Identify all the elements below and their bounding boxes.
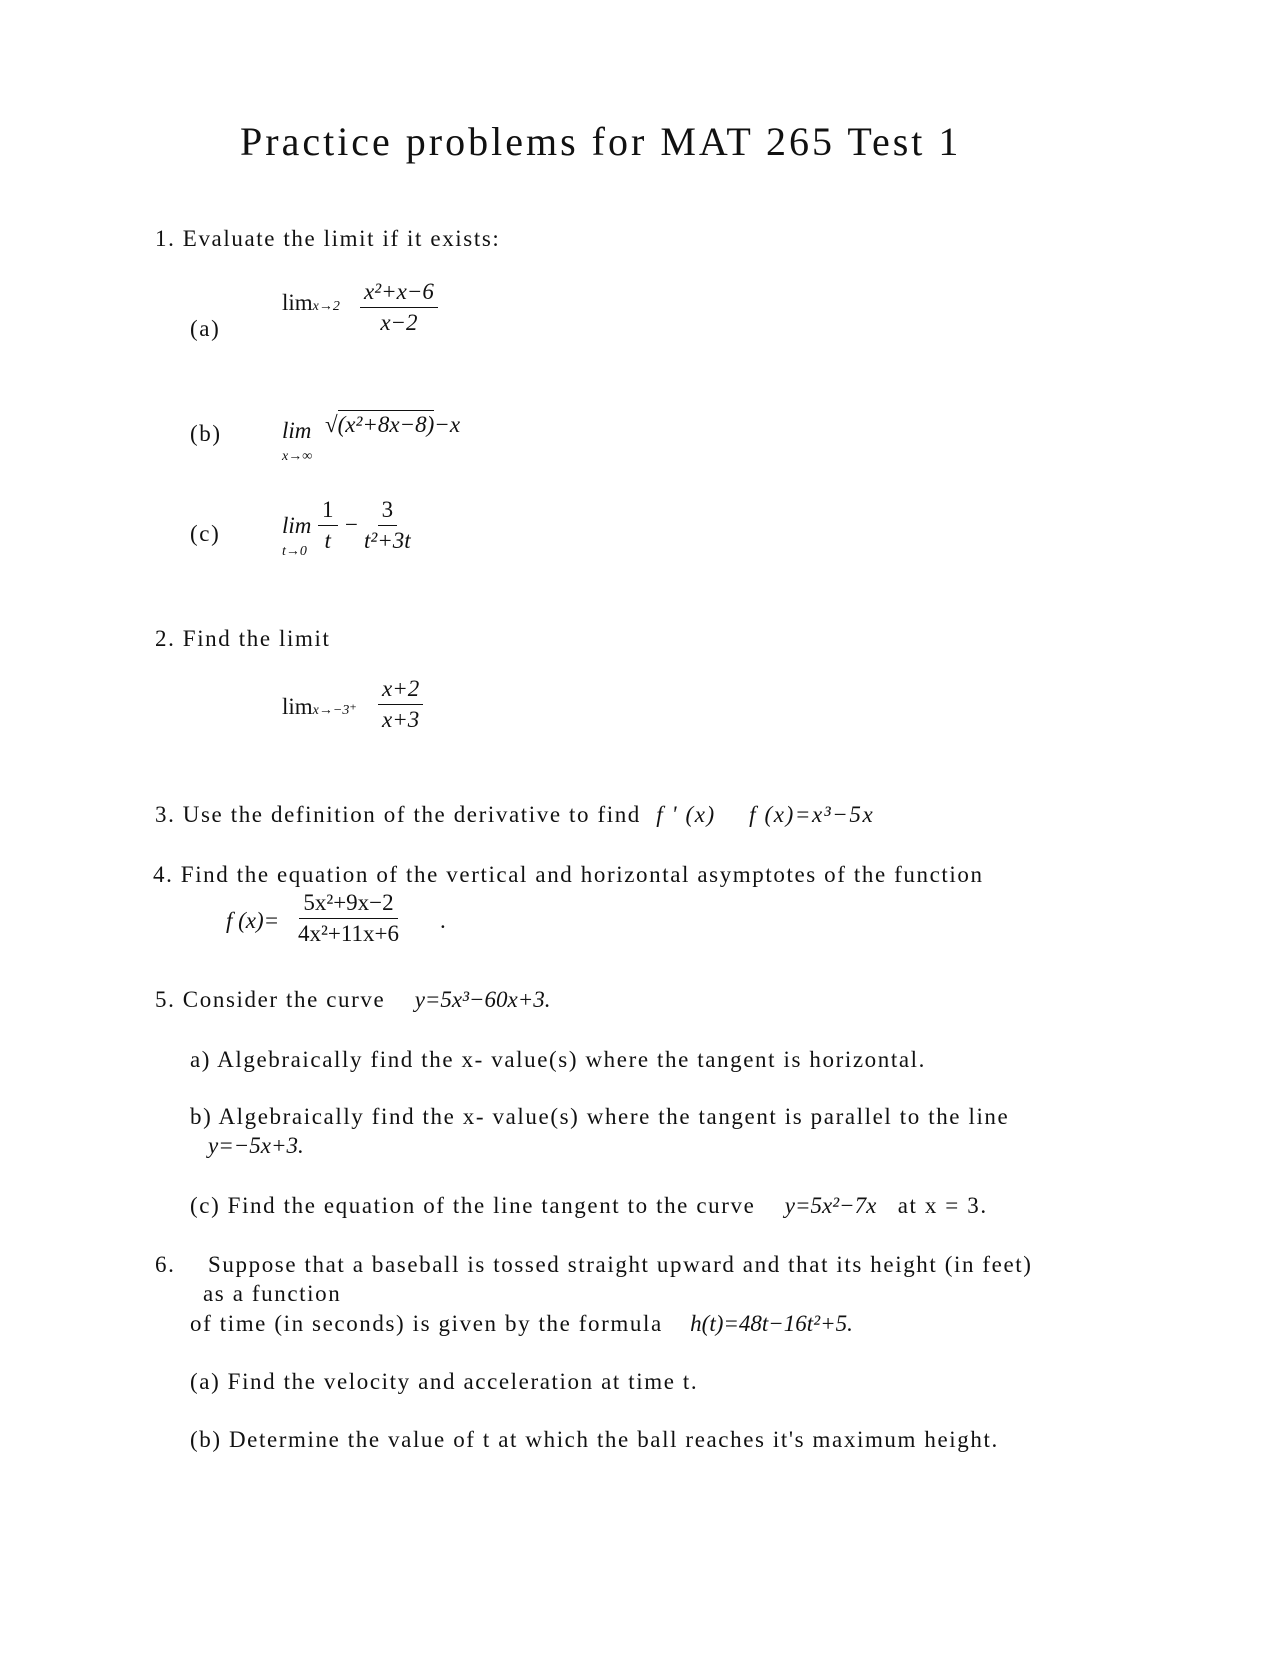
period: . [440,908,446,933]
question-3-prompt [155,802,874,828]
denominator: t²+3t [364,528,411,553]
numerator: 5x²+9x−2 [299,890,397,919]
sqrt-symbol: √ [325,412,338,437]
denominator: t [324,528,331,553]
function-definition: f (x)=x³−5x [749,802,875,827]
function-lhs: f (x)= [226,908,280,933]
denominator: 4x²+11x+6 [298,921,399,946]
numerator: 1 [318,497,338,526]
limit-2 [282,694,357,720]
fraction-2 [378,676,423,733]
lim-operator: lim [282,290,313,315]
lim-subscript: x→−3⁺ [312,703,357,718]
lim-operator: lim [282,694,313,719]
lim-subscript: x→2 [312,299,340,314]
question-5c [190,1193,988,1219]
numerator: 3 [378,497,398,526]
lim-operator: lim [282,418,312,443]
question-6a: (a) Find the velocity and acceleration at time t. [190,1369,699,1394]
numerator: x²+x−6 [360,279,438,308]
question-6b: (b) Determine the value of t at which the ball reaches it's maximum height. [190,1427,999,1452]
radicand: (x²+8x−8) [337,412,435,437]
question-5a: a) Algebraically find the x- value(s) where the tangent is horizontal. [190,1047,926,1072]
question-5b-line2: y=−5x+3. [208,1133,304,1158]
question-3-text: 3. Use the definition of the derivative to find [155,802,641,827]
page-title: Practice problems for MAT 265 Test 1 [240,119,962,164]
minus-sign: − [345,512,358,537]
question-6-text: of time (in seconds) is given by the formula [190,1311,663,1336]
lim-subscript: t→0 [282,544,307,559]
fraction-4 [294,890,403,947]
question-5c-text: (c) Find the equation of the line tangent to the curve [190,1193,756,1218]
curve-equation: y=5x²−7x [784,1193,877,1218]
question-5b-line1: b) Algebraically find the x- value(s) where the tangent is parallel to the line [190,1104,1010,1129]
question-6-line1: Suppose that a baseball is tossed straight upward and that its height (in feet) [208,1252,1033,1277]
question-5-prompt [155,987,551,1013]
question-5-text: 5. Consider the curve [155,987,386,1012]
height-formula: h(t)=48t−16t²+5. [690,1311,853,1336]
question-6-number: 6. [155,1252,176,1277]
lim-operator: lim [282,513,312,538]
subtracted-term: −x [434,412,461,437]
fraction-1a [360,279,438,336]
part-1b-label: (b) [190,421,222,446]
question-6-line2: as a function [203,1281,342,1306]
limit-1a [282,290,340,316]
question-4-prompt: 4. Find the equation of the vertical and horizontal asymptotes of the function [153,862,984,887]
fraction-1c-second [360,497,415,554]
denominator: x−2 [380,310,418,335]
fraction-1c-first [318,497,338,554]
curve-equation: y=5x³−60x+3. [414,987,551,1012]
sqrt-expression [325,412,460,438]
question-2-prompt: 2. Find the limit [155,626,331,651]
derivative-notation: f ' (x) [656,802,716,827]
question-5c-point: at x = 3. [897,1193,988,1218]
part-1a-label: (a) [190,316,221,341]
question-6-line3 [190,1311,853,1337]
denominator: x+3 [382,707,420,732]
question-1-prompt: 1. Evaluate the limit if it exists: [155,226,501,251]
numerator: x+2 [378,676,423,705]
part-1c-label: (c) [190,521,221,546]
lim-subscript: x→∞ [282,449,313,464]
